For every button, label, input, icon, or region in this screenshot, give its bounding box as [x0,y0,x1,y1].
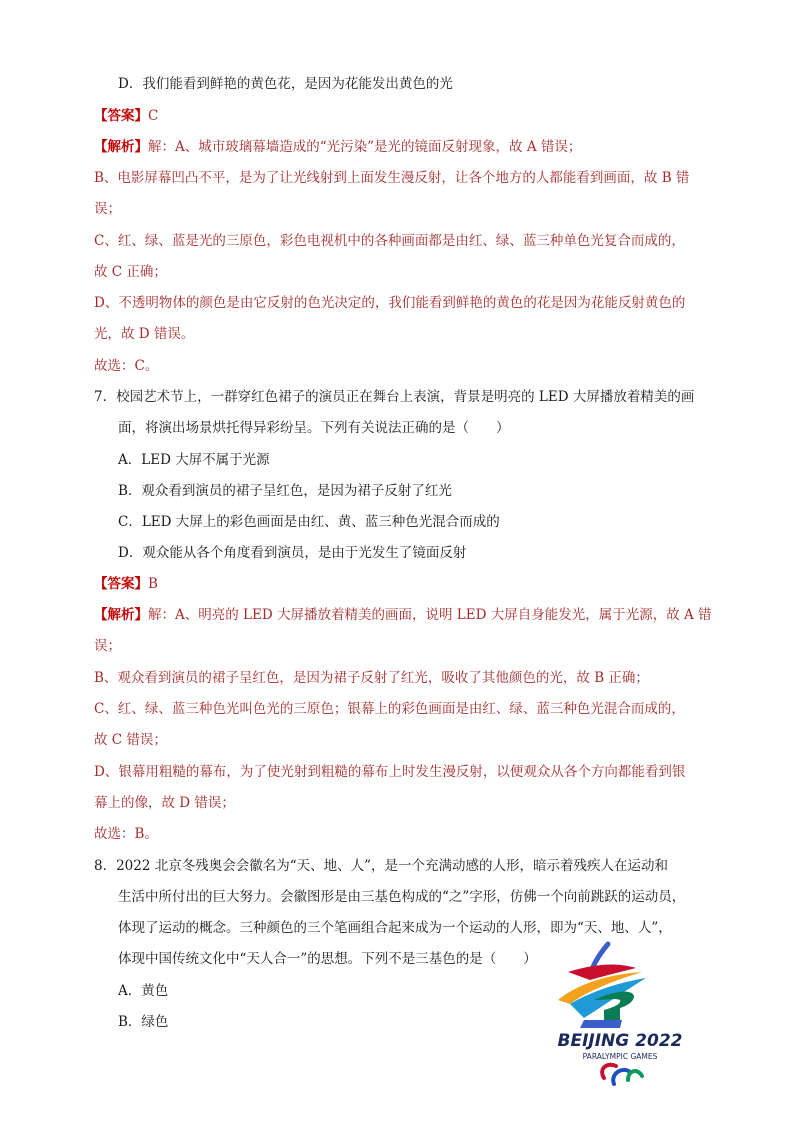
q7-analysis [94,605,712,625]
q7-stem-line1: 7．校园艺术节上，一群穿红色裙子的演员正在舞台上表演，背景是明亮的 LED 大屏播放着精美的画 [94,389,695,405]
q6-analysis-d-line1: D、不透明物体的颜色是由它反射的色光决定的，我们能看到鲜艳的黄色的花是因为花能反射黄色的 [94,295,686,311]
logo-subtitle: PARALYMPIC GAMES [582,1052,658,1061]
q7-analysis-a-line2: 误； [94,638,121,654]
q7-analysis-d-line2: 幕上的像，故 D 错误； [94,795,235,811]
answer-label: 【答案】 [94,108,148,124]
paralympic-emblem-icon [550,938,690,1093]
q6-choose: 故选：C。 [94,358,159,374]
q8-stem-line3: 体现了运动的概念。三种颜色的三个笔画组合起来成为一个运动的人形，即为“天、地、人”， [118,920,672,936]
q6-analysis-b-line2: 误； [94,201,121,217]
q6-analysis-d-line2: 光，故 D 错误。 [94,326,195,342]
q8-stem-line2: 生活中所付出的巨大努力。会徽图形是由三基色构成的“之”字形，仿佛一个向前跳跃的运动员， [118,889,686,905]
q8-option-b: B．绿色 [118,1014,169,1030]
analysis-label: 【解析】 [94,139,148,155]
answer-value: B [148,576,158,592]
q6-option-d: D．我们能看到鲜艳的黄色花，是因为花能发出黄色的光 [118,76,453,92]
q7-answer [94,574,158,594]
q7-stem-line2: 面，将演出场景烘托得异彩纷呈。下列有关说法正确的是（ ） [118,420,510,436]
answer-label: 【答案】 [94,576,148,592]
q8-stem-line1: 8．2022 北京冬残奥会会徽名为“天、地、人”，是一个充满动感的人形，暗示着残疾人在运动和 [94,858,669,874]
q7-option-c: C．LED 大屏上的彩色画面是由红、黄、蓝三种色光混合而成的 [118,514,500,530]
beijing-2022-paralympic-logo [550,938,690,1093]
q6-analysis-c-line1: C、红、绿、蓝是光的三原色，彩色电视机中的各种画面都是由红、绿、蓝三种单色光复合而成的， [94,233,685,249]
q6-analysis [94,137,581,157]
answer-value: C [148,108,159,124]
q8-option-a: A．黄色 [118,983,169,999]
q7-analysis-d-line1: D、银幕用粗糙的幕布，为了使光射到粗糙的幕布上时发生漫反射，以便观众从各个方向都能看到银 [94,764,686,780]
q7-choose: 故选：B。 [94,826,158,842]
logo-wordmark: BEIJING 2022 [557,1031,683,1051]
q6-analysis-b-line1: B、电影屏幕凹凸不平，是为了让光线射到上面发生漫反射，让各个地方的人都能看到画面，故 B 错 [94,170,690,186]
analysis-text: 解：A、城市玻璃幕墙造成的“光污染”是光的镜面反射现象，故 A 错误； [148,139,582,155]
q7-analysis-c-line1: C、红、绿、蓝三种色光叫色光的三原色；银幕上的彩色画面是由红、绿、蓝三种色光混合而成的， [94,701,685,717]
q6-answer [94,106,158,126]
q7-analysis-b-line1: B、观众看到演员的裙子呈红色，是因为裙子反射了红光，吸收了其他颜色的光，故 B 正确； [94,670,649,686]
q7-option-d: D．观众能从各个角度看到演员，是由于光发生了镜面反射 [118,545,467,561]
q8-stem-line4: 体现中国传统文化中“天人合一”的思想。下列不是三基色的是（ ） [118,951,537,967]
q7-option-b: B．观众看到演员的裙子呈红色，是因为裙子反射了红光 [118,483,452,499]
q6-analysis-c-line2: 故 C 正确； [94,264,167,280]
analysis-text: 解：A、明亮的 LED 大屏播放着精美的画面，说明 LED 大屏自身能发光，属于光源，故 A 错 [148,607,712,623]
analysis-label: 【解析】 [94,607,148,623]
q7-option-a: A．LED 大屏不属于光源 [118,452,270,468]
q7-analysis-c-line2: 故 C 错误； [94,732,167,748]
